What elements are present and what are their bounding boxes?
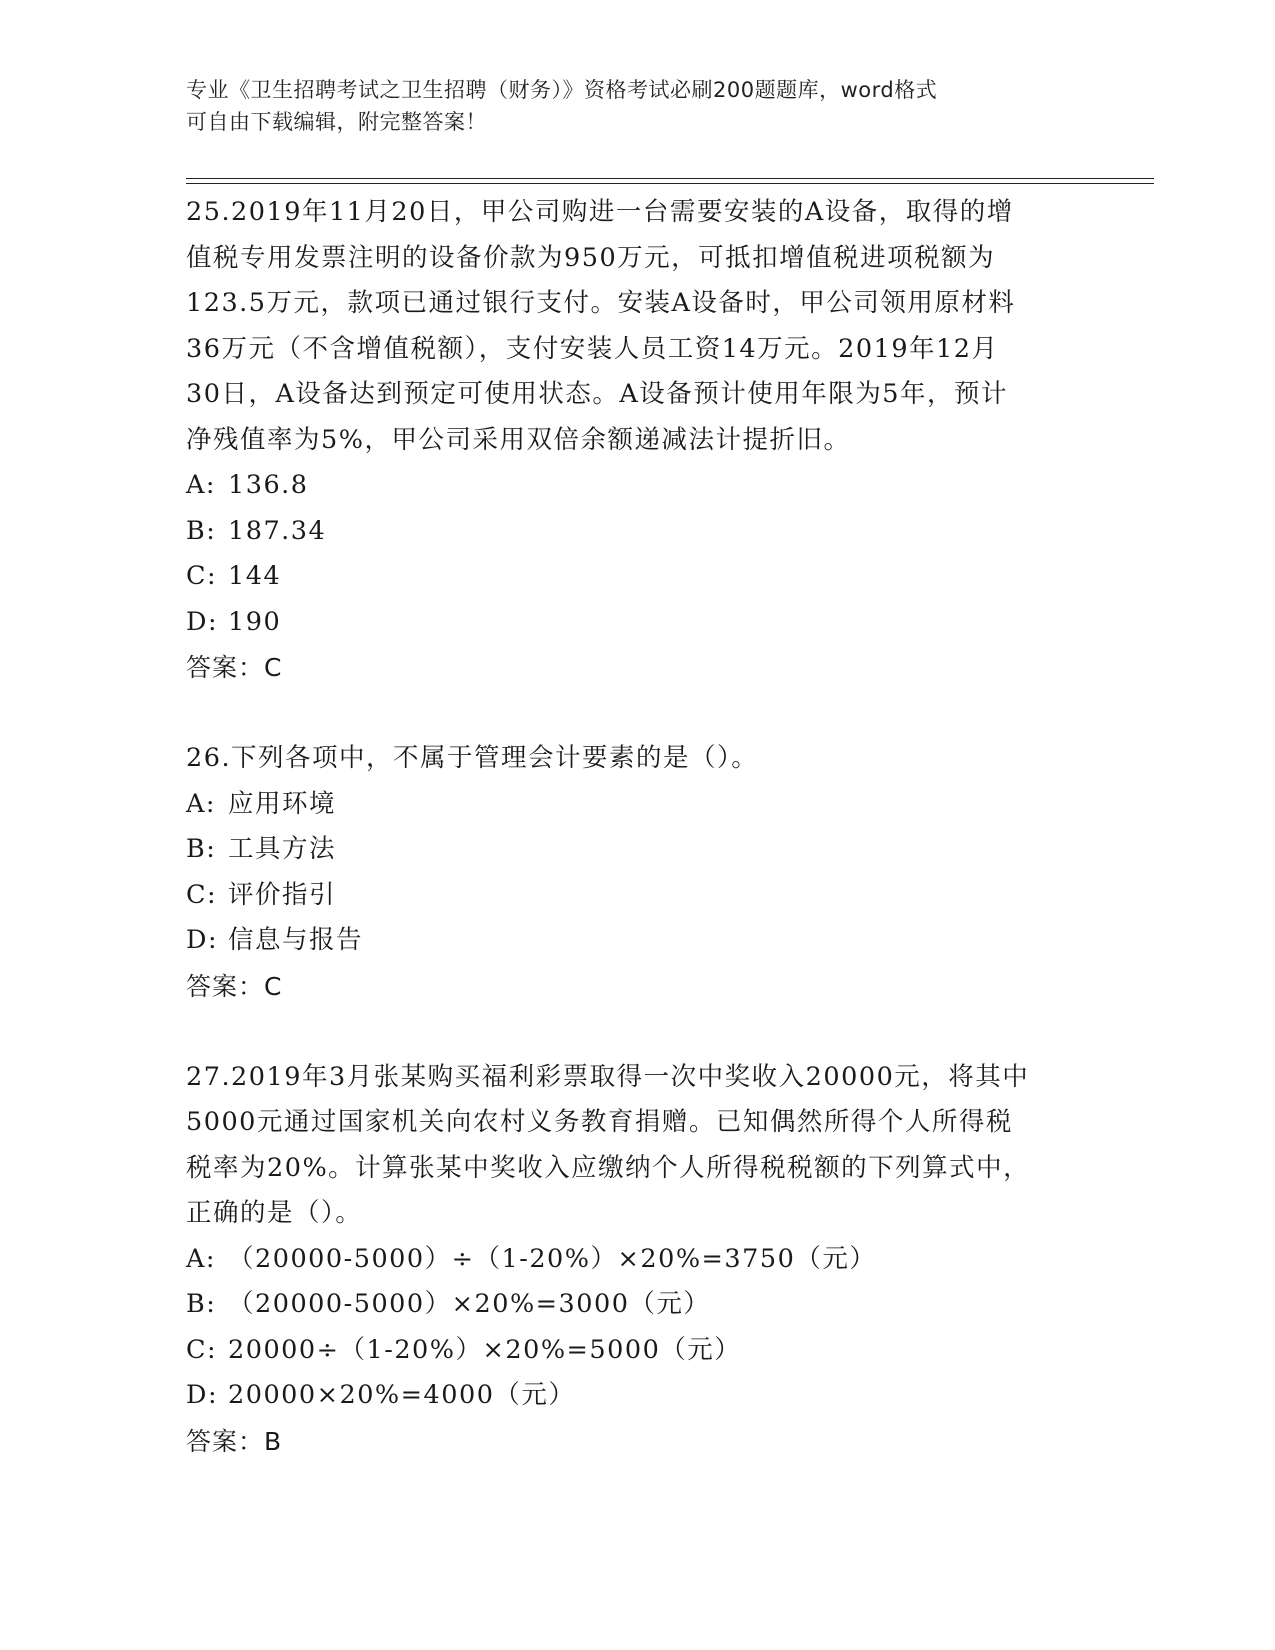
question-text-line: 26.下列各项中，不属于管理会计要素的是（）。	[186, 743, 759, 773]
question-text-line: 税率为20%。计算张某中奖收入应缴纳个人所得税税额的下列算式中，	[186, 1152, 1031, 1183]
question-text-line: 27.2019年3月张某购买福利彩票取得一次中奖收入20000元，将其中	[186, 1061, 1030, 1092]
question-text-line: 25.2019年11月20日，甲公司购进一台需要安装的A设备，取得的增	[186, 197, 1014, 227]
option-key: D:	[186, 1380, 219, 1410]
option-key: B:	[186, 1289, 217, 1319]
option-text: 136.8	[228, 470, 309, 500]
option-text: （20000-5000）÷（1-20%）×20%=3750（元）	[228, 1243, 877, 1274]
option-key: A:	[186, 1243, 217, 1274]
option-d	[186, 600, 1086, 646]
spacer	[186, 691, 1086, 737]
answer-line: 答案：C	[186, 653, 283, 682]
question-text-line: 值税专用发票注明的设备价款为950万元，可抵扣增值税进项税额为	[186, 242, 996, 273]
option-text: 评价指引	[228, 879, 337, 910]
option-text: 应用环境	[228, 788, 337, 819]
header-divider	[186, 178, 1154, 179]
option-key: A:	[186, 788, 217, 819]
option-text: （20000-5000）×20%=3000（元）	[228, 1289, 711, 1319]
answer-line: 答案：C	[186, 971, 283, 1001]
question-text-line: 净残值率为5%，甲公司采用双倍余额递减法计提折旧。	[186, 424, 851, 455]
option-b	[186, 827, 1086, 873]
option-c	[186, 1328, 1086, 1374]
option-b	[186, 1282, 1086, 1328]
option-c	[186, 873, 1086, 919]
header-line: 可自由下载编辑，附完整答案！	[186, 110, 487, 134]
option-a	[186, 463, 1086, 509]
header-divider	[186, 183, 1154, 184]
spacer	[186, 1009, 1086, 1055]
option-text: 信息与报告	[228, 925, 364, 955]
option-a	[186, 782, 1086, 828]
option-c	[186, 554, 1086, 600]
option-text: 20000÷（1-20%）×20%=5000（元）	[228, 1334, 742, 1365]
option-text: 工具方法	[228, 834, 337, 864]
option-key: C:	[186, 1334, 218, 1365]
header-line: 专业《卫生招聘考试之卫生招聘（财务）》资格考试必刷200题题库，word格式	[186, 78, 938, 102]
question-text-line: 30日，A设备达到预定可使用状态。A设备预计使用年限为5年，预计	[186, 379, 1009, 409]
question-text-line: 5000元通过国家机关向农村义务教育捐赠。已知偶然所得个人所得税	[186, 1107, 1013, 1137]
question-block	[186, 190, 1086, 691]
option-text: 190	[228, 606, 282, 637]
question-text-line: 36万元（不含增值税额），支付安装人员工资14万元。2019年12月	[186, 333, 999, 364]
question-text-line: 123.5万元，款项已通过银行支付。安装A设备时，甲公司领用原材料	[186, 288, 1016, 318]
option-key: B:	[186, 834, 217, 864]
option-key: C:	[186, 879, 218, 910]
option-key: C:	[186, 561, 218, 591]
option-text: 20000×20%=4000（元）	[228, 1380, 576, 1410]
option-d	[186, 918, 1086, 964]
option-a	[186, 1237, 1086, 1283]
document-header	[186, 74, 1086, 138]
option-key: D:	[186, 925, 219, 955]
option-text: 144	[228, 561, 282, 591]
question-block	[186, 1055, 1086, 1465]
option-key: D:	[186, 606, 219, 637]
option-b	[186, 509, 1086, 555]
option-d	[186, 1373, 1086, 1419]
option-text: 187.34	[228, 515, 327, 546]
answer-line: 答案：B	[186, 1426, 283, 1456]
question-list	[186, 190, 1086, 1464]
option-key: B:	[186, 515, 217, 546]
question-text-line: 正确的是（）。	[186, 1198, 363, 1228]
question-block	[186, 736, 1086, 1009]
option-key: A:	[186, 470, 217, 500]
